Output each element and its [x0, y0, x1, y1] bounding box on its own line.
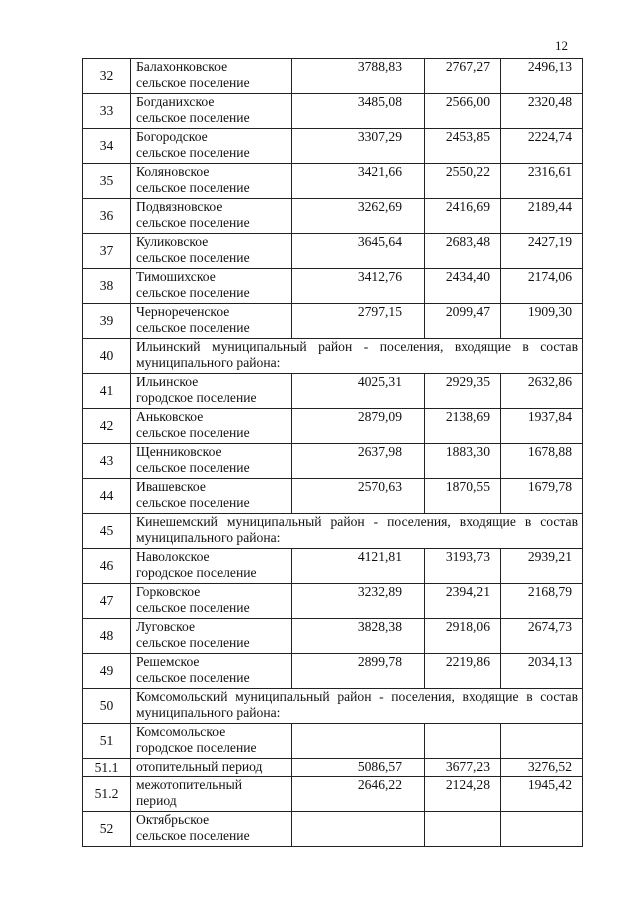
value-col-2-value: 2394,21	[445, 584, 490, 599]
table-row	[83, 549, 583, 584]
row-number: 37	[83, 234, 131, 269]
value-col-1	[292, 59, 425, 94]
district-header	[131, 514, 583, 549]
value-col-3	[501, 549, 583, 584]
settlement-name-line1: Горковское	[136, 584, 201, 599]
row-number: 39	[83, 304, 131, 339]
settlement-name-line1: Ильинское	[136, 374, 199, 389]
settlement-name	[131, 129, 292, 164]
table-row	[83, 479, 583, 514]
settlement-name-line1: Чернореченское	[136, 304, 230, 319]
value-col-1	[292, 94, 425, 129]
settlement-name-line2: сельское поселение	[136, 425, 250, 440]
row-number: 48	[83, 619, 131, 654]
settlement-name-line1: Наволокское	[136, 549, 210, 564]
value-col-3-value: 2674,73	[527, 619, 572, 634]
settlement-name	[131, 584, 292, 619]
settlement-name-line1: Решемское	[136, 654, 200, 669]
value-col-2	[425, 269, 501, 304]
value-col-3	[501, 374, 583, 409]
value-col-2-value: 3677,23	[445, 759, 490, 774]
value-col-3-value: 2320,48	[527, 94, 572, 109]
value-col-2	[425, 584, 501, 619]
district-header-text: Кинешемский муниципальный район - поселения, входящие в состав муниципального района:	[136, 514, 578, 545]
value-col-1	[292, 304, 425, 339]
value-col-1-value: 3485,08	[357, 94, 402, 109]
value-col-3	[501, 479, 583, 514]
value-col-2	[425, 94, 501, 129]
row-number: 50	[83, 689, 131, 724]
settlement-name-line1: Коляновское	[136, 164, 210, 179]
value-col-3	[501, 59, 583, 94]
value-col-3-value: 1945,42	[527, 777, 572, 792]
row-number: 52	[83, 812, 131, 847]
table-row	[83, 164, 583, 199]
value-col-1	[292, 812, 425, 847]
value-col-2-value: 1870,55	[445, 479, 490, 494]
row-number: 51.2	[83, 777, 131, 812]
value-col-2	[425, 479, 501, 514]
value-col-3	[501, 269, 583, 304]
value-col-3	[501, 234, 583, 269]
table-row	[83, 759, 583, 777]
settlement-name-line1: Богородское	[136, 129, 208, 144]
table-row	[83, 654, 583, 689]
settlement-name-line2: сельское поселение	[136, 285, 250, 300]
value-col-1-value: 3421,66	[357, 164, 402, 179]
settlement-name	[131, 59, 292, 94]
table-row	[83, 199, 583, 234]
table-row	[83, 444, 583, 479]
value-col-1	[292, 444, 425, 479]
value-col-3	[501, 444, 583, 479]
settlement-name-line2: сельское поселение	[136, 110, 250, 125]
value-col-1	[292, 654, 425, 689]
value-col-2	[425, 129, 501, 164]
value-col-3-value: 3276,52	[527, 759, 572, 774]
row-number: 33	[83, 94, 131, 129]
value-col-1-value: 3307,29	[357, 129, 402, 144]
value-col-3	[501, 304, 583, 339]
value-col-3	[501, 199, 583, 234]
value-col-2-value: 2124,28	[445, 777, 490, 792]
value-col-3	[501, 164, 583, 199]
row-number: 46	[83, 549, 131, 584]
value-col-2-value: 2138,69	[445, 409, 490, 424]
settlement-name	[131, 304, 292, 339]
settlement-name-line1: Комсомольское	[136, 724, 226, 739]
value-col-2	[425, 812, 501, 847]
settlement-name-line1: Октябрьское	[136, 812, 210, 827]
value-col-1	[292, 269, 425, 304]
settlement-name	[131, 234, 292, 269]
row-number: 43	[83, 444, 131, 479]
value-col-2-value: 2683,48	[445, 234, 490, 249]
value-col-3-value: 2632,86	[527, 374, 572, 389]
value-col-2	[425, 164, 501, 199]
value-col-2-value: 2550,22	[445, 164, 490, 179]
value-col-1	[292, 549, 425, 584]
row-number: 36	[83, 199, 131, 234]
settlement-name	[131, 94, 292, 129]
settlement-name-line2: сельское поселение	[136, 460, 250, 475]
page-number: 12	[555, 38, 568, 53]
value-col-2	[425, 619, 501, 654]
table-row	[83, 724, 583, 759]
value-col-3	[501, 654, 583, 689]
table-body	[83, 59, 583, 847]
value-col-2	[425, 444, 501, 479]
table-row	[83, 812, 583, 847]
value-col-2	[425, 549, 501, 584]
value-col-1	[292, 374, 425, 409]
value-col-1	[292, 164, 425, 199]
value-col-3	[501, 94, 583, 129]
settlement-name	[131, 444, 292, 479]
value-col-2-value: 2453,85	[445, 129, 490, 144]
value-col-2	[425, 304, 501, 339]
value-col-3-value: 2316,61	[527, 164, 572, 179]
value-col-2-value: 1883,30	[445, 444, 490, 459]
value-col-2-value: 2416,69	[445, 199, 490, 214]
table-row	[83, 59, 583, 94]
settlement-name-line2: сельское поселение	[136, 145, 250, 160]
settlement-name-line1: Куликовское	[136, 234, 209, 249]
value-col-1-value: 2797,15	[357, 304, 402, 319]
district-header	[131, 339, 583, 374]
settlement-name-line2: городское поселение	[136, 740, 257, 755]
table-row	[83, 584, 583, 619]
value-col-1-value: 2899,78	[357, 654, 402, 669]
value-col-1	[292, 724, 425, 759]
table-row	[83, 409, 583, 444]
value-col-1	[292, 199, 425, 234]
settlement-name	[131, 619, 292, 654]
value-col-2-value: 2918,06	[445, 619, 490, 634]
settlement-name-line2: сельское поселение	[136, 600, 250, 615]
table-row	[83, 777, 583, 812]
value-col-3-value: 2939,21	[527, 549, 572, 564]
value-col-3	[501, 812, 583, 847]
value-col-1	[292, 234, 425, 269]
value-col-1	[292, 479, 425, 514]
settlement-name	[131, 777, 292, 812]
value-col-3-value: 2034,13	[527, 654, 572, 669]
settlement-name	[131, 724, 292, 759]
value-col-2-value: 2434,40	[445, 269, 490, 284]
value-col-2-value: 2566,00	[445, 94, 490, 109]
row-number: 47	[83, 584, 131, 619]
settlement-name-line2: сельское поселение	[136, 320, 250, 335]
value-col-3	[501, 724, 583, 759]
value-col-3	[501, 777, 583, 812]
value-col-1	[292, 409, 425, 444]
value-col-3	[501, 759, 583, 777]
tariff-table	[82, 58, 583, 847]
settlement-name-line2: сельское поселение	[136, 828, 250, 843]
value-col-3-value: 2189,44	[527, 199, 572, 214]
settlement-name	[131, 409, 292, 444]
value-col-2-value: 2929,35	[445, 374, 490, 389]
row-number: 34	[83, 129, 131, 164]
value-col-3-value: 2427,19	[527, 234, 572, 249]
value-col-3-value: 1678,88	[527, 444, 572, 459]
value-col-3	[501, 409, 583, 444]
table-row	[83, 339, 583, 374]
value-col-1-value: 4121,81	[357, 549, 402, 564]
value-col-2	[425, 654, 501, 689]
settlement-name	[131, 549, 292, 584]
value-col-1	[292, 129, 425, 164]
row-number: 51	[83, 724, 131, 759]
value-col-1-value: 2570,63	[357, 479, 402, 494]
table-row	[83, 234, 583, 269]
value-col-3-value: 2496,13	[527, 59, 572, 74]
row-number: 32	[83, 59, 131, 94]
value-col-1-value: 3645,64	[357, 234, 402, 249]
value-col-3-value: 2174,06	[527, 269, 572, 284]
value-col-1-value: 3828,38	[357, 619, 402, 634]
value-col-3-value: 2168,79	[527, 584, 572, 599]
value-col-2-value: 3193,73	[445, 549, 490, 564]
row-number: 49	[83, 654, 131, 689]
value-col-2	[425, 234, 501, 269]
value-col-1	[292, 777, 425, 812]
row-number: 35	[83, 164, 131, 199]
value-col-2	[425, 777, 501, 812]
value-col-3	[501, 129, 583, 164]
value-col-1-value: 5086,57	[357, 759, 402, 774]
settlement-name-line1: отопительный период	[136, 759, 263, 774]
settlement-name-line2: период	[136, 793, 177, 808]
row-number: 41	[83, 374, 131, 409]
value-col-1-value: 4025,31	[357, 374, 402, 389]
settlement-name	[131, 374, 292, 409]
value-col-2-value: 2219,86	[445, 654, 490, 669]
value-col-1-value: 2637,98	[357, 444, 402, 459]
value-col-1	[292, 619, 425, 654]
district-header-text: Комсомольский муниципальный район - поселения, входящие в состав муниципального района:	[136, 689, 578, 720]
settlement-name-line1: Балахонковское	[136, 59, 228, 74]
settlement-name-line1: межотопительный	[136, 777, 243, 792]
value-col-2-value: 2767,27	[445, 59, 490, 74]
settlement-name	[131, 269, 292, 304]
table-row	[83, 304, 583, 339]
value-col-3	[501, 584, 583, 619]
settlement-name-line2: сельское поселение	[136, 215, 250, 230]
district-header-text: Ильинский муниципальный район - поселения, входящие в состав муниципального района:	[136, 339, 578, 370]
table-row	[83, 129, 583, 164]
value-col-1-value: 3262,69	[357, 199, 402, 214]
settlement-name-line1: Тимошихское	[136, 269, 216, 284]
row-number: 38	[83, 269, 131, 304]
table-row	[83, 514, 583, 549]
table-row	[83, 94, 583, 129]
settlement-name	[131, 759, 292, 777]
value-col-2	[425, 199, 501, 234]
settlement-name-line1: Ивашевское	[136, 479, 206, 494]
settlement-name-line1: Аньковское	[136, 409, 204, 424]
value-col-1-value: 2646,22	[357, 777, 402, 792]
settlement-name-line1: Луговское	[136, 619, 195, 634]
value-col-2-value: 2099,47	[445, 304, 490, 319]
settlement-name-line1: Подвязновское	[136, 199, 223, 214]
value-col-1	[292, 759, 425, 777]
value-col-2	[425, 759, 501, 777]
value-col-1-value: 3788,83	[357, 59, 402, 74]
table-row	[83, 374, 583, 409]
table-row	[83, 269, 583, 304]
settlement-name-line1: Богданихское	[136, 94, 215, 109]
row-number: 42	[83, 409, 131, 444]
value-col-1-value: 3412,76	[357, 269, 402, 284]
row-number: 44	[83, 479, 131, 514]
value-col-3-value: 1679,78	[527, 479, 572, 494]
value-col-1-value: 3232,89	[357, 584, 402, 599]
value-col-2	[425, 59, 501, 94]
table-row	[83, 689, 583, 724]
settlement-name	[131, 199, 292, 234]
value-col-3-value: 1937,84	[527, 409, 572, 424]
district-header	[131, 689, 583, 724]
settlement-name-line2: сельское поселение	[136, 75, 250, 90]
settlement-name-line2: сельское поселение	[136, 250, 250, 265]
settlement-name-line2: сельское поселение	[136, 670, 250, 685]
settlement-name	[131, 479, 292, 514]
settlement-name-line1: Щенниковское	[136, 444, 222, 459]
settlement-name-line2: сельское поселение	[136, 635, 250, 650]
value-col-3	[501, 619, 583, 654]
settlement-name	[131, 654, 292, 689]
value-col-1	[292, 584, 425, 619]
value-col-1-value: 2879,09	[357, 409, 402, 424]
settlement-name	[131, 812, 292, 847]
settlement-name-line2: сельское поселение	[136, 180, 250, 195]
settlement-name	[131, 164, 292, 199]
row-number: 40	[83, 339, 131, 374]
value-col-3-value: 1909,30	[527, 304, 572, 319]
settlement-name-line2: сельское поселение	[136, 495, 250, 510]
settlement-name-line2: городское поселение	[136, 565, 257, 580]
value-col-2	[425, 374, 501, 409]
value-col-2	[425, 409, 501, 444]
row-number: 51.1	[83, 759, 131, 777]
value-col-2	[425, 724, 501, 759]
value-col-3-value: 2224,74	[527, 129, 572, 144]
row-number: 45	[83, 514, 131, 549]
settlement-name-line2: городское поселение	[136, 390, 257, 405]
table-row	[83, 619, 583, 654]
